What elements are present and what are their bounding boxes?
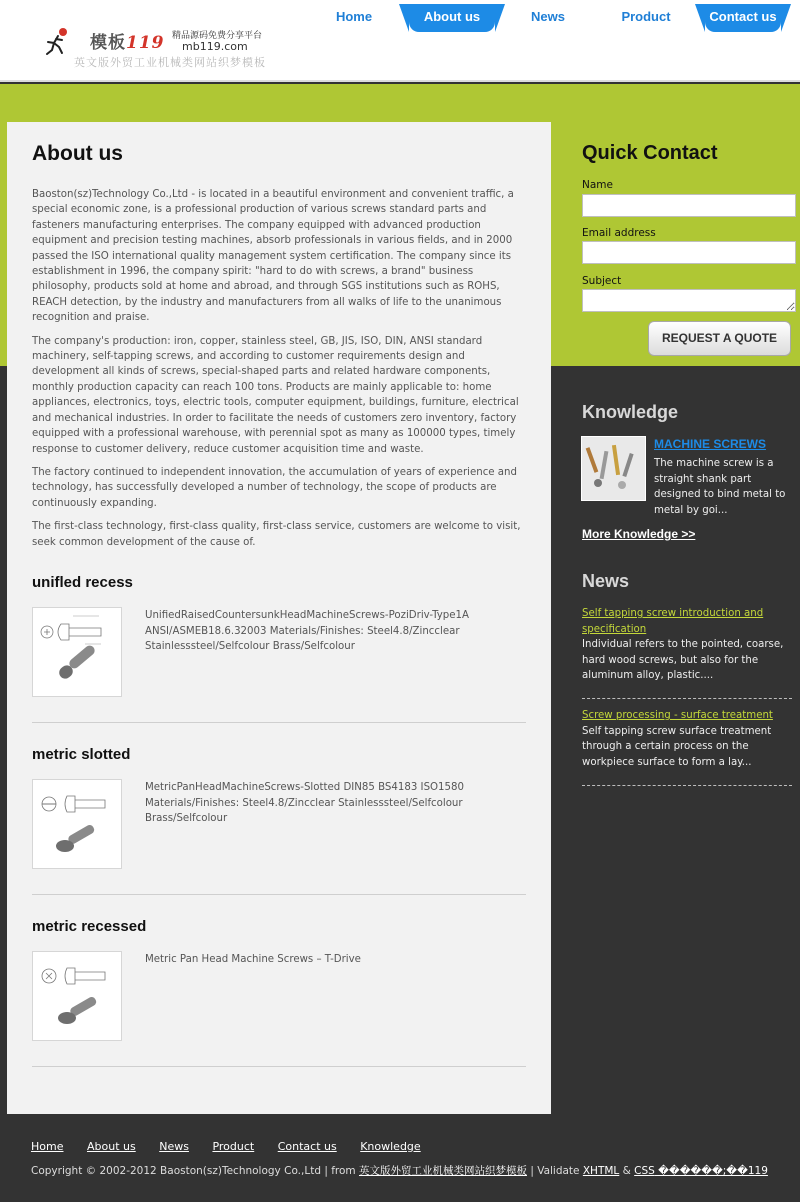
logo-subtitle: 精品源码免费分享平台: [172, 31, 263, 41]
screw-drawing-icon: [33, 952, 121, 1040]
email-field[interactable]: [582, 241, 796, 264]
product-title[interactable]: metric recessed: [32, 918, 147, 935]
main-content: [7, 122, 551, 1114]
quick-contact-title: Quick Contact: [582, 142, 718, 164]
footer-link-home[interactable]: Home: [31, 1140, 64, 1153]
product-description: UnifiedRaisedCountersunkHeadMachineScrews-PoziDriv-Type1A ANSI/ASMEB18.6.32003 Materials/Finishes: Steel4.8/Zincclear Stainlesssteel/Selfcolour Brass/Selfcolour: [145, 610, 469, 652]
runner-logo-icon: [44, 28, 72, 56]
divider: [32, 1066, 526, 1067]
about-paragraph: The first-class technology, first-class quality, first-class service, customers are welcome to visit, seek common development of the cause of.: [32, 521, 521, 548]
validate-text: | Validate: [526, 1165, 583, 1177]
product-thumbnail[interactable]: [32, 951, 122, 1041]
copyright: [31, 1163, 768, 1178]
logo-tagline: 英文版外贸工业机械类网站织梦模板: [74, 56, 266, 69]
news-item-text: Self tapping screw surface treatment through a certain process on the workpiece surface to form a lay...: [582, 725, 772, 768]
footer-link-about-us[interactable]: About us: [86, 1140, 136, 1153]
name-field[interactable]: [582, 194, 796, 217]
news-heading: News: [582, 571, 630, 591]
site-logo[interactable]: [44, 24, 294, 74]
email-label: Email address: [582, 227, 656, 239]
product-thumbnail[interactable]: [32, 779, 122, 869]
nav-news[interactable]: News: [531, 9, 565, 24]
product-title[interactable]: unifled recess: [32, 574, 133, 591]
footer-link-product[interactable]: Product: [212, 1140, 255, 1153]
knowledge-thumbnail[interactable]: [581, 436, 646, 501]
knowledge-item-title[interactable]: MACHINE SCREWS: [654, 437, 767, 451]
divider: [32, 722, 526, 723]
news-item: [582, 708, 792, 770]
product-item: [32, 574, 526, 652]
request-quote-button[interactable]: REQUEST A QUOTE: [648, 321, 791, 356]
page-title: About us: [32, 142, 123, 165]
news-item-text: Individual refers to the pointed, coarse, hard wood screws, but also for the aluminum alloy, plastic....: [582, 639, 784, 681]
knowledge-item-text: The machine screw is a straight shank part designed to bind metal to metal by goi...: [654, 458, 786, 516]
subject-field[interactable]: [582, 289, 796, 312]
screws-photo-icon: [582, 437, 645, 500]
product-description: MetricPanHeadMachineScrews-Slotted DIN85 BS4183 ISO1580 Materials/Finishes: Steel4.8/Zincclear Stainlesssteel/Selfcolour Brass/Selfcolour: [145, 782, 464, 824]
footer-link-knowledge[interactable]: Knowledge: [360, 1140, 421, 1153]
nav-product[interactable]: Product: [621, 9, 671, 24]
copyright-text: Copyright © 2002-2012 Baoston(sz)Technology Co.,Ltd | from: [31, 1165, 359, 1177]
product-title[interactable]: metric slotted: [32, 746, 131, 763]
site-header: [0, 0, 800, 82]
product-description: Metric Pan Head Machine Screws – T-Drive: [145, 954, 361, 965]
subject-label: Subject: [582, 275, 622, 287]
logo-wordmark: 模板119: [90, 33, 165, 53]
product-item: [32, 918, 526, 965]
template-source-link[interactable]: 英文版外贸工业机械类网站织梦模板: [358, 1165, 527, 1177]
logo-url: mb119.com: [182, 40, 248, 53]
xhtml-link[interactable]: XHTML: [582, 1165, 620, 1177]
news-divider: [582, 698, 792, 699]
product-thumbnail[interactable]: [32, 607, 122, 697]
name-label: Name: [582, 179, 613, 191]
about-paragraph: Baoston(sz)Technology Co.,Ltd - is located in a beautiful environment and convenient traffic, a special economic zone, is a professional production of various screws standard parts and fasteners manufacturing enterprises. The company equipped with advanced production equipment and precision testing machines, absorb professionals in various fields, and in 2000 passed the ISO international quality management system certification. The company since its establishment in 1996, the company spirit: "hard to do with screws, a brand" business philosophy, products sold at home and abroad, and through SGS institutions such as ROHS, REACH detection, by the industry and manufacturers from all walks of life to the unanimous recognition and praise.: [32, 189, 514, 324]
footer-link-contact-us[interactable]: Contact us: [277, 1140, 337, 1153]
garbled-link[interactable]: ������;��119: [654, 1165, 768, 1177]
nav-home[interactable]: Home: [335, 9, 373, 24]
amp-text: &: [619, 1165, 635, 1177]
about-paragraph: The factory continued to independent innovation, the accumulation of years of experience and technology, has successfully developed a number of technology, the scope of products are continuously expanding.: [32, 466, 517, 509]
news-item: [582, 606, 792, 684]
footer-link-news[interactable]: News: [159, 1140, 189, 1153]
news-divider: [582, 785, 792, 786]
nav-contact-us[interactable]: Contact us: [705, 4, 781, 32]
nav-about-us[interactable]: About us: [409, 4, 495, 32]
css-link[interactable]: CSS: [634, 1165, 655, 1177]
footer-nav: [31, 1140, 441, 1153]
news-item-title[interactable]: Self tapping screw introduction and specification: [582, 608, 764, 635]
divider: [32, 894, 526, 895]
knowledge-heading: Knowledge: [582, 402, 679, 422]
more-knowledge-link[interactable]: More Knowledge >>: [582, 527, 696, 541]
about-paragraph: The company's production: iron, copper, stainless steel, GB, JIS, ISO, DIN, ANSI standard machinery, self-tapping screws, and according to customer requirements design and development all kinds of screws, special-shaped parts and related hardware components, monthly production capacity can reach 100 tons. Products are mainly applicable to: home appliances, electronics, toys, electric tools, computer equipment, buildings, furniture, electrical and mechanical industries. In order to facilitate the needs of customers zero inventory, factory equipped with a professional warehouse, with perennial spot as many as 100000 types, timely response to customer delivery, reduce customer acquisition time and waste.: [32, 335, 519, 455]
product-item: [32, 746, 526, 824]
screw-drawing-icon: [33, 780, 121, 868]
about-text: [32, 187, 526, 558]
screw-drawing-icon: [33, 608, 121, 696]
news-item-title[interactable]: Screw processing - surface treatment: [582, 710, 773, 721]
